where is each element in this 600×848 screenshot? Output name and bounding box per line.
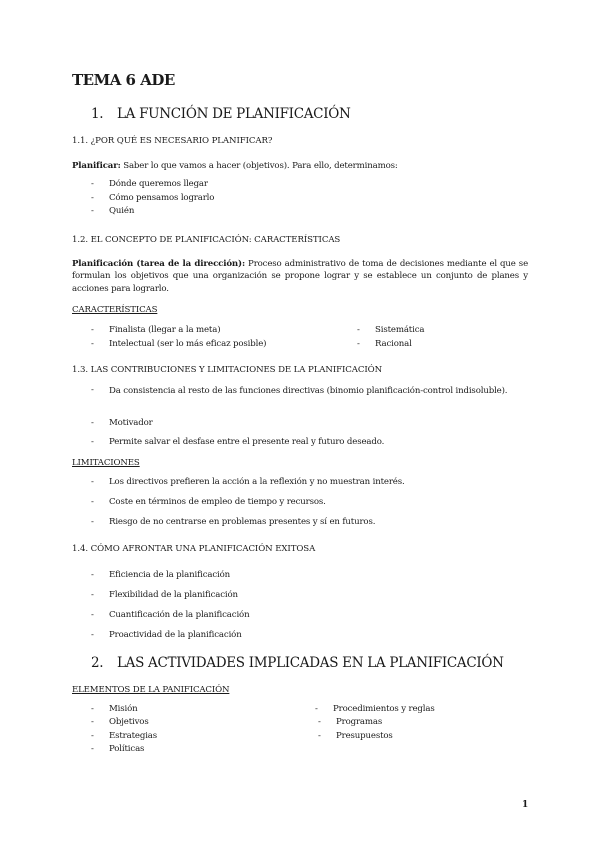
dash-bullet: - (91, 418, 94, 428)
section-2-number: 2. (91, 655, 104, 671)
dash-bullet: - (91, 339, 94, 349)
dash-bullet: - (91, 437, 94, 447)
planificar-term: Planificar: (72, 161, 121, 171)
elements-heading: ELEMENTOS DE LA PANIFICACIÓN (72, 685, 230, 695)
limitation-item: Riesgo de no centrarse en problemas presentes y sí en futuros. (109, 517, 376, 527)
dash-bullet: - (318, 717, 321, 727)
planificar-lead (72, 161, 398, 171)
dash-bullet: - (91, 385, 94, 395)
dash-bullet: - (91, 206, 94, 216)
element-item: Programas (336, 717, 383, 727)
dash-bullet: - (91, 744, 94, 754)
dash-bullet: - (91, 325, 94, 335)
definition-term: Planificación (tarea de la dirección): (72, 259, 245, 269)
dash-bullet: - (91, 717, 94, 727)
element-item: Procedimientos y reglas (333, 704, 435, 714)
characteristic-item: Sistemática (375, 325, 425, 335)
section-1-title: LA FUNCIÓN DE PLANIFICACIÓN (117, 106, 351, 122)
dash-bullet: - (91, 517, 94, 527)
success-item: Eficiencia de la planificación (109, 570, 231, 580)
list-item: Dónde queremos llegar (109, 179, 208, 189)
planificar-text: Saber lo que vamos a hacer (objetivos). Para ello, determinamos: (120, 161, 398, 171)
characteristic-item: Finalista (llegar a la meta) (109, 325, 221, 335)
element-item: Presupuestos (336, 731, 393, 741)
dash-bullet: - (357, 325, 360, 335)
document-title: TEMA 6 ADE (72, 71, 175, 89)
dash-bullet: - (315, 704, 318, 714)
dash-bullet: - (91, 193, 94, 203)
dash-bullet: - (91, 610, 94, 620)
section-2-heading (91, 655, 504, 671)
contribution-item: Motivador (109, 418, 153, 428)
success-item: Proactividad de la planificación (109, 630, 242, 640)
subsection-1-4-heading: 1.4. CÓMO AFRONTAR UNA PLANIFICACIÓN EXITOSA (72, 544, 316, 554)
dash-bullet: - (91, 704, 94, 714)
list-item: Cómo pensamos lograrlo (109, 193, 215, 203)
element-item: Estrategias (109, 731, 158, 741)
characteristic-item: Intelectual (ser lo más eficaz posible) (109, 339, 267, 349)
element-item: Misión (109, 704, 138, 714)
success-item: Flexibilidad de la planificación (109, 590, 238, 600)
definition-text: Proceso administrativo de toma de decisiones mediante el que se formulan los objetivos que una organización se propone lograr y se establece un conjunto de planes y acciones para lograrlo. (72, 259, 528, 294)
list-item: Quién (109, 206, 135, 216)
dash-bullet: - (91, 477, 94, 487)
subsection-1-3-heading: 1.3. LAS CONTRIBUCIONES Y LIMITACIONES DE LA PLANIFICACIÓN (72, 365, 383, 375)
dash-bullet: - (91, 731, 94, 741)
subsection-1-2-heading: 1.2. EL CONCEPTO DE PLANIFICACIÓN: CARACTERÍSTICAS (72, 235, 341, 245)
dash-bullet: - (91, 179, 94, 189)
characteristics-heading: CARACTERÍSTICAS (72, 305, 158, 315)
contribution-item: Permite salvar el desfase entre el presente real y futuro deseado. (109, 437, 385, 447)
subsection-1-1-heading: 1.1. ¿POR QUÉ ES NECESARIO PLANIFICAR? (72, 136, 273, 146)
section-2-title: LAS ACTIVIDADES IMPLICADAS EN LA PLANIFICACIÓN (117, 655, 504, 671)
limitation-item: Los directivos prefieren la acción a la reflexión y no muestran interés. (109, 477, 405, 487)
characteristic-item: Racional (375, 339, 412, 349)
element-item: Objetivos (109, 717, 149, 727)
element-item: Políticas (109, 744, 145, 754)
contribution-item: Da consistencia al resto de las funciones directivas (binomio planificación-control indisoluble). (109, 386, 508, 396)
definition-paragraph (72, 258, 528, 295)
dash-bullet: - (357, 339, 360, 349)
dash-bullet: - (91, 497, 94, 507)
section-1-heading (91, 106, 351, 122)
dash-bullet: - (91, 590, 94, 600)
success-item: Cuantificación de la planificación (109, 610, 250, 620)
limitation-item: Coste en términos de empleo de tiempo y recursos. (109, 497, 326, 507)
page-number: 1 (522, 800, 529, 810)
limitations-heading: LIMITACIONES (72, 458, 140, 468)
dash-bullet: - (91, 630, 94, 640)
dash-bullet: - (91, 570, 94, 580)
section-1-number: 1. (91, 106, 104, 122)
dash-bullet: - (318, 731, 321, 741)
